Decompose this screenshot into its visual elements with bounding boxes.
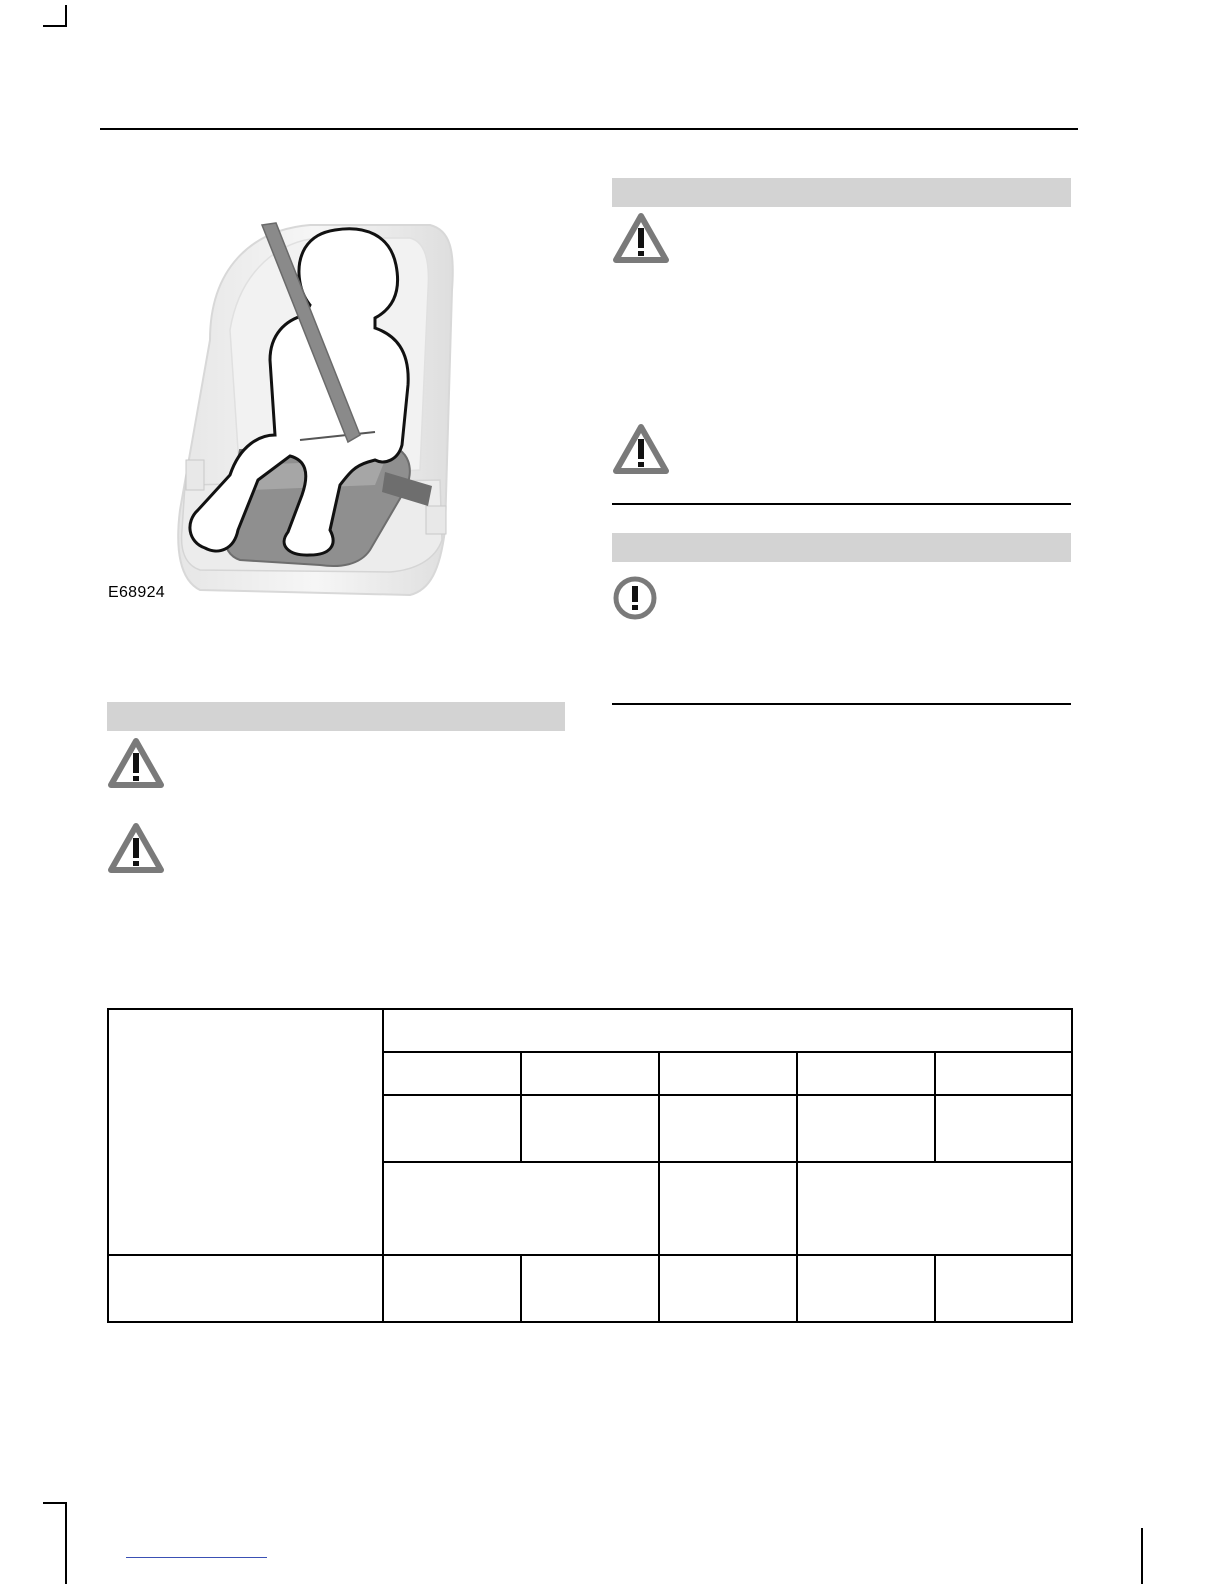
table-cell bbox=[797, 1162, 1072, 1255]
table-cell bbox=[383, 1095, 521, 1162]
table-cell bbox=[383, 1162, 659, 1255]
table-cell bbox=[521, 1095, 659, 1162]
figure-label: E68924 bbox=[108, 584, 165, 601]
table-cell bbox=[659, 1255, 797, 1322]
table-cell bbox=[935, 1255, 1072, 1322]
warning-icon bbox=[107, 822, 165, 874]
crop-mark-bottom-left-v bbox=[65, 1502, 67, 1584]
table-cell bbox=[521, 1255, 659, 1322]
table-cell bbox=[521, 1052, 659, 1095]
table-cell bbox=[935, 1052, 1072, 1095]
seating-table bbox=[107, 1008, 1073, 1323]
warning-icon bbox=[612, 423, 670, 475]
warning-icon bbox=[612, 212, 670, 264]
table-cell bbox=[797, 1255, 935, 1322]
footer-link[interactable] bbox=[126, 1557, 267, 1558]
crop-mark-bottom-right-v bbox=[1141, 1528, 1143, 1584]
table-cell bbox=[383, 1009, 1072, 1052]
table-cell bbox=[383, 1052, 521, 1095]
warning-icon bbox=[107, 737, 165, 789]
table-cell bbox=[108, 1255, 383, 1322]
booster-seat-illustration bbox=[170, 210, 460, 600]
section-heading-bar-right-2 bbox=[612, 533, 1071, 562]
table-cell bbox=[659, 1095, 797, 1162]
section-heading-bar-left bbox=[107, 702, 565, 731]
table-cell bbox=[108, 1009, 383, 1255]
crop-mark-top-left-h bbox=[43, 25, 67, 27]
crop-mark-top-left-v bbox=[65, 5, 67, 27]
section-heading-bar-right-1 bbox=[612, 178, 1071, 207]
caution-icon bbox=[612, 575, 658, 621]
table-cell bbox=[659, 1162, 797, 1255]
section-divider bbox=[612, 703, 1071, 705]
section-divider bbox=[612, 503, 1071, 505]
table-cell bbox=[935, 1095, 1072, 1162]
header-rule bbox=[100, 128, 1078, 130]
table-cell bbox=[797, 1095, 935, 1162]
table-cell bbox=[383, 1255, 521, 1322]
table-cell bbox=[797, 1052, 935, 1095]
crop-mark-bottom-left-h bbox=[43, 1502, 67, 1504]
table-cell bbox=[659, 1052, 797, 1095]
